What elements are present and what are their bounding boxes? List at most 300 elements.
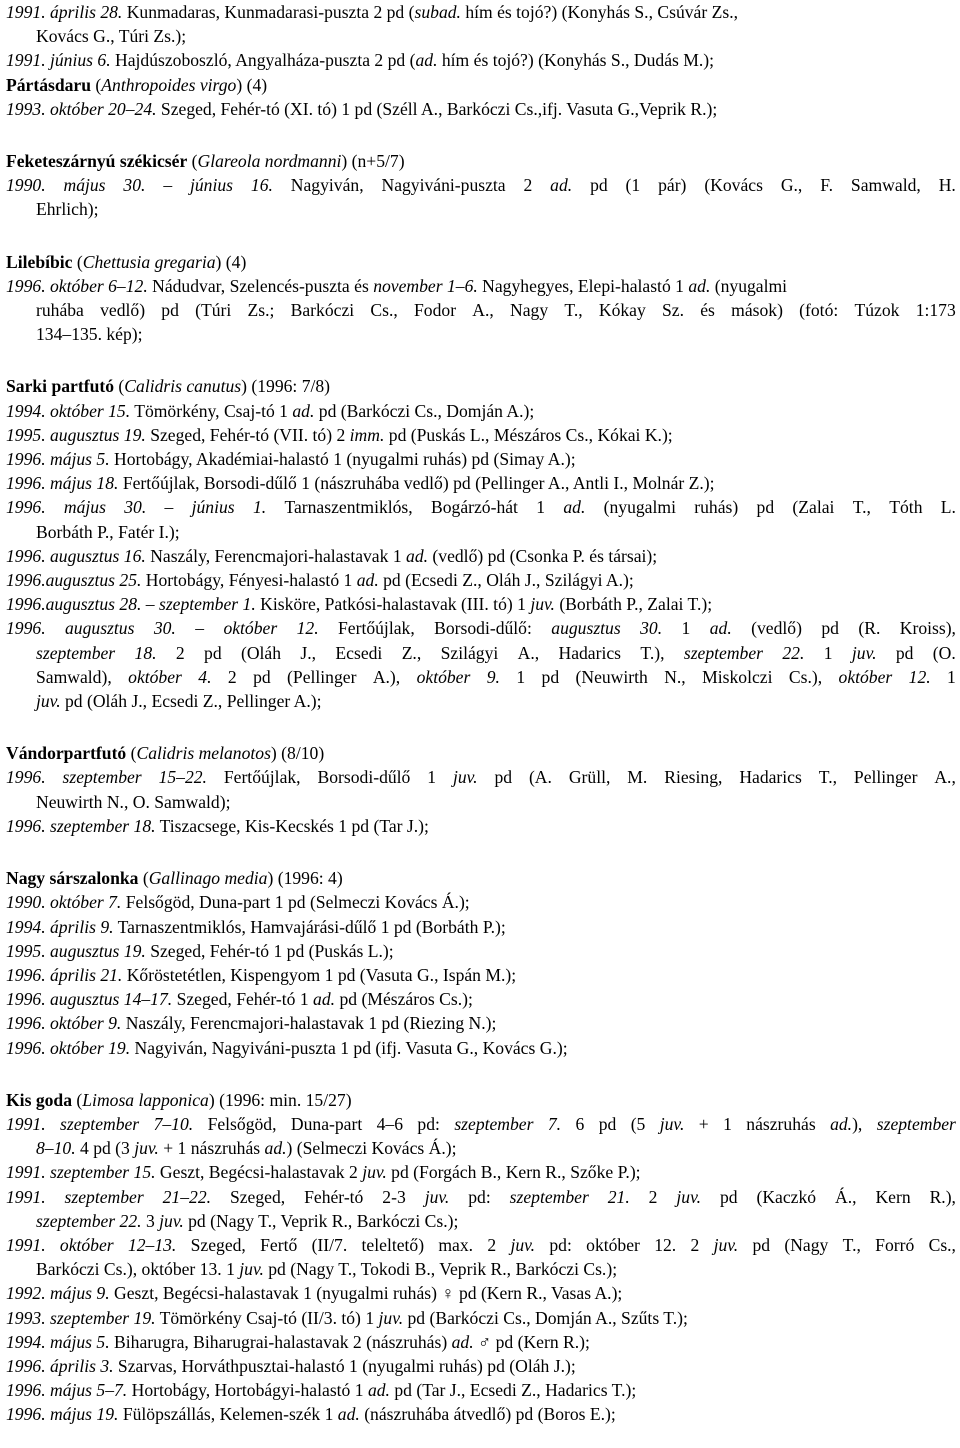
text: ) (1996: 7/8) — [241, 376, 331, 397]
word — [487, 665, 500, 689]
word — [599, 1112, 617, 1136]
italic-text: 1996. október 19. — [6, 1037, 131, 1058]
record-line — [6, 1160, 956, 1184]
word — [789, 665, 822, 689]
text: T., — [564, 300, 583, 321]
text: ( — [126, 743, 137, 764]
text: (II/7. — [311, 1234, 348, 1255]
word — [821, 616, 839, 640]
italic-text: június — [191, 497, 235, 518]
text: pd (Barkóczi Cs., Domján A.); — [314, 400, 535, 421]
text: pd: — [549, 1234, 572, 1255]
text: (vedlő) pd (Csonka P. és társai); — [428, 545, 658, 566]
italic-text: Limosa lapponica — [82, 1089, 209, 1110]
italic-text: 1996. — [6, 767, 46, 788]
text: Sz. — [662, 300, 685, 321]
italic-text: – — [195, 618, 205, 639]
italic-text: juv. — [362, 1162, 387, 1183]
italic-text: Calidris melanotos — [136, 743, 271, 764]
species-heading — [6, 741, 956, 765]
italic-text: 1991. június 6. — [6, 50, 111, 71]
word — [253, 665, 271, 689]
record-line — [6, 665, 956, 689]
italic-text: 1994. május 5. — [6, 1331, 110, 1352]
italic-text: ad. — [709, 618, 732, 639]
italic-text: 21–22. — [162, 1186, 212, 1207]
italic-text: 1996. szeptember 18. — [6, 815, 156, 836]
word — [6, 1112, 46, 1136]
word — [852, 641, 877, 665]
text: pd: — [468, 1186, 491, 1207]
record-line — [6, 471, 956, 495]
text: ) (1996: 4) — [267, 868, 343, 889]
italic-text: szeptember — [60, 1113, 140, 1134]
italic-text: 30. — [153, 618, 176, 639]
record-line — [6, 1306, 956, 1330]
italic-text: augusztus — [551, 618, 621, 639]
italic-text: 21. — [607, 1186, 630, 1207]
word — [36, 298, 84, 322]
text: A., — [472, 300, 494, 321]
text: Szeged, Fehér-tó (VII. tó) 2 — [145, 424, 350, 445]
text: Cs.), — [788, 666, 823, 687]
italic-text: 1990. — [6, 175, 46, 196]
word — [65, 616, 134, 640]
text: A., — [934, 767, 956, 788]
text: 2 — [690, 1234, 700, 1255]
text: Biharugra, Biharugrai-halastavak 2 (nászruhás) — [109, 1331, 452, 1352]
word — [627, 765, 647, 789]
word — [704, 173, 763, 197]
italic-text: 12. — [296, 618, 319, 639]
text: pd — [756, 497, 775, 518]
record-line — [6, 1378, 956, 1402]
text: ( — [72, 1089, 83, 1110]
record-line — [6, 97, 956, 121]
text: ( — [91, 74, 102, 95]
text: (Borbáth P., Zalai T.); — [554, 594, 713, 615]
italic-text: juv. — [424, 1186, 450, 1207]
section-spacer — [6, 713, 956, 737]
text: pd — [598, 1113, 617, 1134]
italic-text: 7–10. — [153, 1113, 194, 1134]
word — [204, 641, 222, 665]
word — [425, 1185, 450, 1209]
italic-text: szeptember — [509, 1186, 589, 1207]
text: (Neuwirth — [575, 666, 648, 687]
text: (Zalai — [792, 497, 835, 518]
word — [494, 765, 512, 789]
text: pd — [895, 642, 914, 663]
text: Nagyiván, Nagyiváni-puszta 1 pd (ifj. Vasuta G., Kovács G.); — [130, 1037, 568, 1058]
italic-text: október — [128, 666, 182, 687]
word — [510, 1185, 589, 1209]
word — [824, 641, 833, 665]
word — [549, 1233, 571, 1257]
text: Hajdúszoboszló, Angyalháza-puszta 2 pd ( — [110, 50, 416, 71]
word — [36, 665, 112, 689]
italic-text: Anthropoides virgo — [101, 74, 237, 95]
word — [799, 298, 838, 322]
text: Pellinger — [853, 767, 918, 788]
text: + 1 nászruhás — [158, 1138, 265, 1159]
text: Felsőgöd, Duna-part 1 pd (Selmeczi Kovács Á.); — [121, 892, 470, 913]
italic-text: juv. — [659, 1113, 685, 1134]
text: Nagyhegyes, Elepi-halastó 1 — [477, 275, 689, 296]
word — [631, 1112, 646, 1136]
italic-text: 1996. május 18. — [6, 473, 119, 494]
word — [291, 298, 355, 322]
italic-text: subad. — [414, 2, 461, 22]
italic-text: ad. — [292, 400, 315, 421]
text: 2 — [523, 175, 533, 196]
word — [781, 173, 803, 197]
record-line — [6, 890, 956, 914]
word — [909, 665, 931, 689]
word — [843, 1233, 861, 1257]
record-line — [6, 520, 956, 544]
word — [123, 173, 145, 197]
text: hím és tojó?) (Konyhás S., Dudás M.); — [437, 50, 715, 71]
text: pd: — [417, 1113, 440, 1134]
text: A.), — [372, 666, 401, 687]
word — [135, 641, 157, 665]
word — [63, 173, 105, 197]
text: ) (n+5/7) — [341, 151, 405, 172]
word — [248, 298, 275, 322]
word — [362, 1233, 425, 1257]
text: (nyugalmi — [603, 497, 676, 518]
word — [564, 298, 582, 322]
italic-text: 1991. szeptember 15. — [6, 1162, 156, 1183]
text: Fülöpszállás, Kelemen-szék 1 — [118, 1404, 338, 1425]
word — [662, 298, 684, 322]
record-line — [6, 1330, 956, 1354]
word — [402, 641, 422, 665]
text: F. — [820, 175, 834, 196]
species-heading — [6, 250, 956, 274]
italic-text: ad. — [406, 545, 429, 566]
word — [6, 173, 46, 197]
text: Szeged, Fehér-tó 1 — [172, 989, 314, 1010]
text: 3 — [141, 1210, 160, 1231]
word — [6, 616, 46, 640]
italic-text: június — [190, 175, 234, 196]
record-line — [6, 1136, 956, 1160]
text: teleltető) — [361, 1234, 425, 1255]
word — [784, 1233, 828, 1257]
text: ) (1996: min. 15/27) — [208, 1089, 352, 1110]
text: T., — [842, 1234, 861, 1255]
italic-text: juv. — [378, 1307, 404, 1328]
word — [251, 173, 273, 197]
record-line — [6, 1402, 956, 1426]
word — [820, 173, 833, 197]
word — [427, 765, 436, 789]
text: október — [586, 1234, 640, 1255]
text: (Kovács — [704, 175, 763, 196]
italic-text: 1990. október 7. — [6, 892, 122, 913]
word — [731, 298, 783, 322]
word — [939, 173, 956, 197]
text: Fehér-tó — [304, 1186, 364, 1207]
word — [551, 616, 620, 640]
record-line — [6, 939, 956, 963]
word — [757, 495, 775, 519]
section-spacer — [6, 838, 956, 862]
italic-text: ad. — [451, 1331, 474, 1352]
text: (Oláh — [240, 642, 282, 663]
species-name: Feketeszárnyú székicsér — [6, 151, 188, 172]
text: 4–6 — [376, 1113, 404, 1134]
text: 2 — [487, 1234, 497, 1255]
italic-text: ad. — [415, 50, 438, 71]
italic-text: 1. — [252, 497, 267, 518]
word — [523, 173, 532, 197]
italic-text: imm. — [349, 424, 385, 445]
record-line — [6, 24, 956, 48]
text: T., — [818, 767, 837, 788]
text: (Pellinger — [287, 666, 357, 687]
word — [260, 1233, 297, 1257]
word — [163, 173, 172, 197]
word — [370, 298, 397, 322]
text: Duna-part — [290, 1113, 363, 1134]
italic-text: 1993. szeptember 19. — [6, 1307, 156, 1328]
text: pd — [161, 300, 179, 321]
word — [6, 1185, 46, 1209]
record-line — [6, 1257, 956, 1281]
text: 1 — [427, 767, 437, 788]
text: Miskolczi — [702, 666, 773, 687]
record-line — [6, 399, 956, 423]
italic-text: 1996. augusztus 16. — [6, 545, 146, 566]
italic-text: ad. — [830, 1113, 853, 1134]
text: Ecsedi — [335, 642, 383, 663]
italic-text: ad. — [550, 175, 573, 196]
word — [690, 1233, 699, 1257]
word — [63, 765, 142, 789]
text: 12. — [654, 1234, 677, 1255]
record-line — [6, 0, 956, 24]
word — [454, 1112, 533, 1136]
text: + — [698, 1113, 709, 1134]
record-line — [6, 963, 956, 987]
text: (Nagy — [784, 1234, 829, 1255]
word — [599, 298, 646, 322]
record-line — [6, 423, 956, 447]
word — [875, 1185, 910, 1209]
text: Kunmadaras, Kunmadarasi-puszta 2 pd ( — [122, 2, 415, 22]
text: Tarnaszentmiklós, Hamvajárási-dűlő 1 pd (Borbáth P.); — [113, 916, 506, 937]
text: Tiszacsege, Kis-Kecskés 1 pd (Tar J.); — [155, 815, 429, 836]
text: Borsodi-dűlő — [317, 767, 411, 788]
italic-text: 9. — [486, 666, 500, 687]
text: ( — [187, 151, 198, 172]
italic-text: ad. — [337, 1404, 360, 1425]
italic-text: szeptember — [876, 1113, 956, 1134]
text: Hortobágy, Hortobágyi-halastó 1 — [127, 1380, 368, 1401]
word — [714, 1233, 739, 1257]
italic-text: 1996.augusztus 28. – szeptember 1. — [6, 594, 256, 615]
italic-text: november 1–6. — [373, 275, 478, 296]
italic-text: 1996. október 9. — [6, 1013, 122, 1034]
word — [586, 1233, 640, 1257]
word — [875, 1233, 914, 1257]
italic-text: szeptember — [36, 642, 116, 663]
italic-text: ad. — [264, 1138, 287, 1159]
word — [128, 665, 182, 689]
text: 2 — [648, 1186, 658, 1207]
word — [694, 495, 738, 519]
text: Szeged, — [190, 1234, 246, 1255]
italic-text: 1996. — [6, 497, 46, 518]
text: 1 — [723, 1113, 732, 1134]
record-line — [6, 616, 956, 640]
text: Geszt, Begécsi-halastavak 1 (nyugalmi ruhás) ♀ pd (Kern R., Vasas A.); — [109, 1283, 623, 1304]
text: pd — [253, 666, 271, 687]
text: (vedlő) — [751, 618, 802, 639]
record-line — [6, 915, 956, 939]
record-line — [6, 1011, 956, 1035]
word — [518, 641, 540, 665]
record-line — [6, 1185, 956, 1209]
text: Felsőgöd, — [207, 1113, 277, 1134]
italic-text: juv. — [713, 1234, 739, 1255]
word — [338, 616, 415, 640]
text: Kisköre, Patkósi-halastavak (III. tó) 1 — [255, 594, 531, 615]
text: A., — [517, 642, 540, 663]
italic-text: 18. — [134, 642, 157, 663]
italic-text: ad. — [356, 570, 379, 591]
text: Cs., — [928, 1234, 956, 1255]
italic-text: szeptember — [64, 1186, 144, 1207]
italic-text: 12–13. — [127, 1234, 177, 1255]
text: Nagyiván, — [290, 175, 364, 196]
word — [934, 765, 956, 789]
text: hím és tojó?) (Konyhás S., Csúvár Zs., — [460, 2, 739, 22]
word — [664, 665, 686, 689]
word — [654, 1233, 676, 1257]
word — [192, 495, 235, 519]
word — [529, 765, 552, 789]
word — [756, 1185, 816, 1209]
text: pd — [590, 175, 608, 196]
text: Hadarics — [558, 642, 622, 663]
word — [604, 495, 676, 519]
text: Tóth — [889, 497, 923, 518]
text: H. — [938, 175, 956, 196]
word — [468, 1185, 490, 1209]
word — [933, 641, 956, 665]
word — [417, 1112, 439, 1136]
text: T.), — [640, 642, 665, 663]
italic-text: augusztus — [65, 618, 135, 639]
word — [438, 1233, 473, 1257]
word — [854, 765, 918, 789]
word — [431, 495, 518, 519]
text: Kókay — [598, 300, 646, 321]
italic-text: 1991. április 28. — [6, 2, 123, 22]
text: Túzok — [854, 300, 900, 321]
word — [510, 298, 548, 322]
word — [304, 1185, 363, 1209]
word — [253, 495, 266, 519]
text: ) (Selmeczi Kovács Á.); — [286, 1138, 457, 1159]
word — [373, 665, 400, 689]
word — [782, 641, 804, 665]
record-line — [6, 197, 956, 221]
text: Naszály, Ferencmajori-halastavak 1 — [145, 545, 407, 566]
italic-text: október — [59, 1234, 114, 1255]
section-spacer — [6, 346, 956, 370]
text: (Túri — [195, 300, 232, 321]
word — [682, 616, 691, 640]
word — [64, 495, 106, 519]
italic-text: 1996. május 19. — [6, 1404, 119, 1425]
word — [195, 616, 204, 640]
word — [858, 616, 880, 640]
record-line — [6, 790, 956, 814]
word — [453, 765, 478, 789]
text: Naszály, Ferencmajori-halastavak 1 pd (Riezing N.); — [121, 1013, 497, 1034]
word — [575, 1112, 584, 1136]
record-line — [6, 1281, 956, 1305]
text: (5 — [630, 1113, 646, 1134]
text: pd (Barkóczi Cs., Domján A., Szűts T.); — [403, 1307, 688, 1328]
word — [590, 173, 608, 197]
italic-text: 1996. — [6, 618, 46, 639]
word — [839, 665, 893, 689]
word — [700, 298, 715, 322]
section-spacer — [6, 222, 956, 246]
text: J., — [300, 642, 317, 663]
text: ), — [852, 1113, 863, 1134]
text: Kőröstetétlen, Kispengyom 1 pd (Vasuta G., Ispán M.); — [122, 964, 517, 985]
text: Bogárzó-hát — [430, 497, 518, 518]
word — [377, 1112, 403, 1136]
italic-text: 1996. október 6–12. — [6, 275, 148, 296]
italic-text: szeptember — [454, 1113, 534, 1134]
word — [176, 641, 185, 665]
word — [291, 1112, 362, 1136]
italic-text: 4. — [198, 666, 212, 687]
italic-text: ad. — [563, 497, 586, 518]
italic-text: 7. — [547, 1113, 562, 1134]
record-line — [6, 1112, 956, 1136]
text: Riesing, — [664, 767, 723, 788]
record-line — [6, 48, 956, 72]
text: 1 — [516, 666, 526, 687]
word — [228, 665, 237, 689]
text: Szarvas, Horváthpusztai-halastó 1 (nyugalmi ruhás) pd (Oláh J.); — [113, 1355, 576, 1376]
word — [576, 665, 648, 689]
text: pd (Nagy T., Tokodi B., Veprik R., Barkóczi Cs.); — [263, 1259, 618, 1280]
word — [60, 1233, 114, 1257]
species-heading — [6, 1088, 956, 1112]
text: (nászruhába átvedlő) pd (Boros E.); — [359, 1404, 616, 1425]
word — [626, 173, 641, 197]
text: (1 — [625, 175, 641, 196]
word — [191, 1233, 246, 1257]
text: ) (8/10) — [270, 743, 325, 764]
word — [835, 1185, 857, 1209]
text: Grüll, — [568, 767, 611, 788]
word — [569, 765, 611, 789]
italic-text: – — [164, 497, 174, 518]
word — [165, 495, 174, 519]
text: Hadarics — [739, 767, 802, 788]
